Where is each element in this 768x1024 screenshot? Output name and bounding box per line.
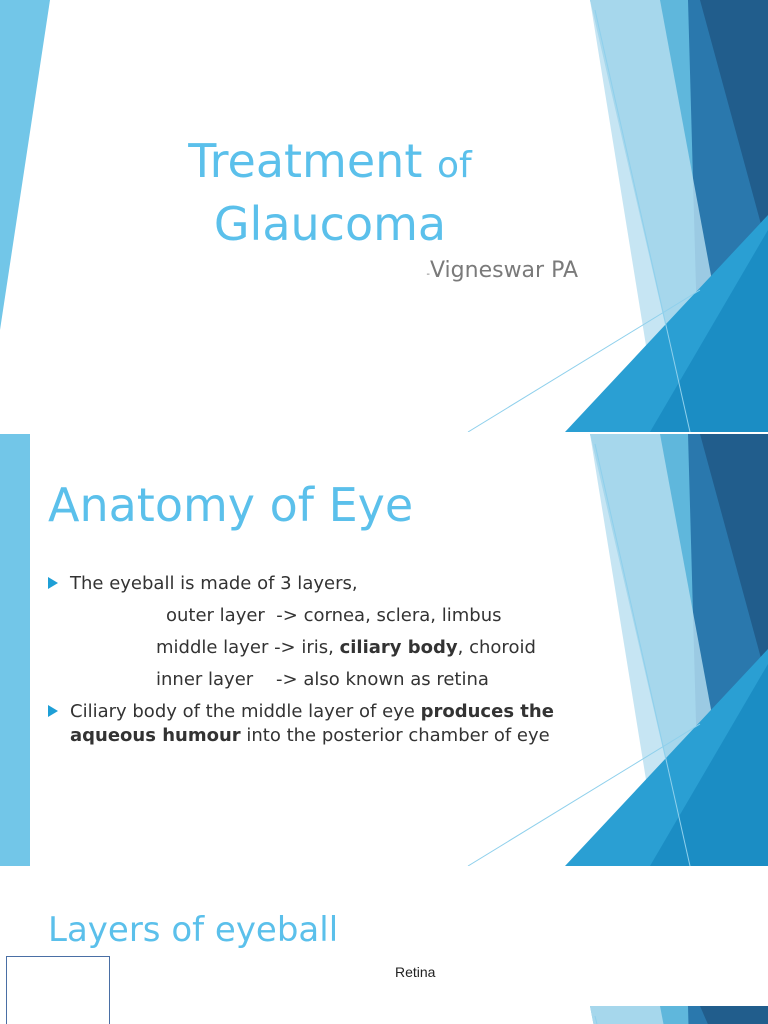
author-name: Vigneswar PA bbox=[429, 258, 578, 283]
bullet2-pre: Ciliary body of the middle layer of eye bbox=[70, 701, 421, 722]
author-dash: - bbox=[426, 269, 430, 280]
slide-layers bbox=[0, 868, 768, 1024]
bullet-arrow-icon bbox=[48, 577, 58, 589]
title-main: Treatment bbox=[188, 134, 437, 188]
slide-title: Layers of eyeball bbox=[48, 910, 339, 950]
slide-anatomy bbox=[0, 434, 768, 866]
slide-body bbox=[48, 572, 588, 756]
title-of: of bbox=[436, 145, 472, 186]
title-line2: Glaucoma bbox=[213, 197, 447, 251]
bullet2-bold: produces the aqueous humour bbox=[70, 701, 554, 746]
bullet-text: The eyeball is made of 3 layers, bbox=[70, 573, 358, 594]
middle-layer-line bbox=[48, 636, 588, 660]
bullet-item bbox=[48, 700, 588, 748]
middle-layer-pre: middle layer -> iris, bbox=[156, 637, 340, 658]
slide-title bbox=[0, 0, 768, 432]
middle-layer-bold: ciliary body bbox=[339, 637, 458, 658]
slide-title: Anatomy of Eye bbox=[48, 478, 414, 532]
bullet-arrow-icon bbox=[48, 705, 58, 717]
inner-layer-line: inner layer -> also known as retina bbox=[156, 669, 489, 690]
middle-layer-post: , choroid bbox=[457, 637, 536, 658]
bullet2-post: into the posterior chamber of eye bbox=[240, 725, 550, 746]
image-placeholder bbox=[6, 956, 110, 1024]
bullet-item bbox=[48, 572, 588, 596]
author bbox=[426, 258, 578, 283]
retina-label: Retina bbox=[395, 964, 436, 980]
outer-layer-line: outer layer -> cornea, sclera, limbus bbox=[166, 605, 502, 626]
presentation-title bbox=[90, 132, 570, 253]
